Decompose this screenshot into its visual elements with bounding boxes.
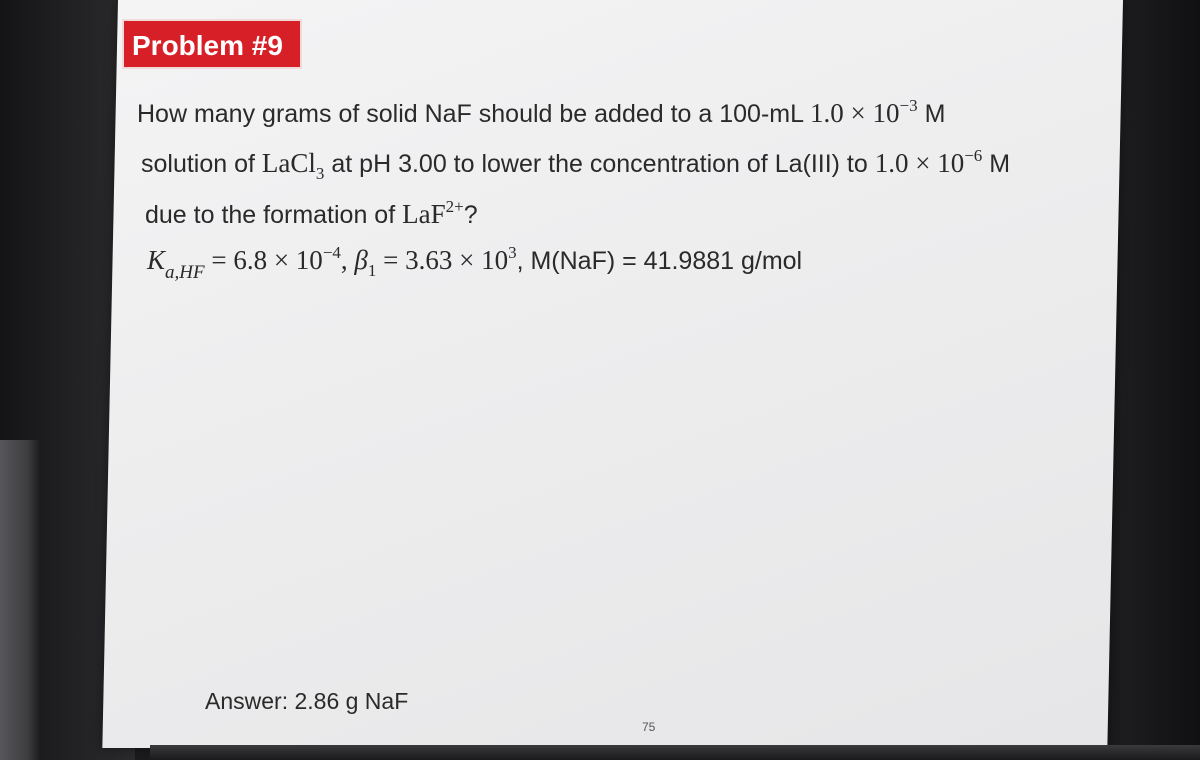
ka-symbol: K — [147, 245, 166, 275]
concentration-value — [875, 148, 983, 178]
monitor-bezel-right — [1120, 0, 1200, 760]
constants-line — [147, 243, 802, 284]
conc-base: 1.0 × 10 — [810, 98, 900, 128]
salt-formula — [261, 148, 325, 183]
molar-mass-text: , M(NaF) = 41.9881 g/mol — [516, 247, 803, 275]
complex-charge: 2+ — [445, 197, 464, 216]
salt-name: LaCl — [261, 148, 316, 178]
unit-text: M — [982, 150, 1011, 178]
question-text: at pH 3.00 to lower the concentration of La(III) to — [324, 150, 875, 178]
beta-exponent: 3 — [508, 243, 517, 262]
ka-value: = 6.8 × 10 — [204, 245, 323, 275]
question-line-3 — [145, 197, 478, 230]
unit-text: M — [917, 100, 946, 128]
question-text: solution of — [141, 150, 262, 178]
question-text: due to the formation of — [145, 201, 403, 229]
complex-name: LaF — [402, 199, 446, 229]
beta-value: = 3.63 × 10 — [376, 245, 509, 275]
answer-text: Answer: 2.86 g NaF — [205, 688, 409, 714]
question-text: How many grams of solid NaF should be added to a 100-mL — [137, 100, 811, 128]
complex-formula — [402, 199, 464, 229]
question-line-2 — [141, 146, 1010, 184]
ka-subscript: a,HF — [165, 262, 205, 283]
beta-symbol: β — [354, 245, 368, 275]
question-text: ? — [463, 201, 478, 229]
monitor-bottom-edge — [150, 745, 1200, 760]
problem-badge: Problem #9 — [122, 19, 302, 69]
conc-exponent: −3 — [899, 96, 918, 115]
page-number: 75 — [642, 720, 656, 734]
separator: , — [340, 245, 355, 275]
beta-subscript: 1 — [367, 261, 377, 280]
question-line-1 — [137, 96, 945, 129]
conc-base: 1.0 × 10 — [874, 148, 965, 178]
salt-subscript: 3 — [315, 164, 325, 183]
conc-exponent: −6 — [964, 146, 983, 165]
glare-reflection — [0, 440, 40, 760]
ka-exponent: −4 — [322, 243, 341, 262]
ka-expression — [147, 243, 517, 283]
concentration-value — [810, 98, 918, 128]
